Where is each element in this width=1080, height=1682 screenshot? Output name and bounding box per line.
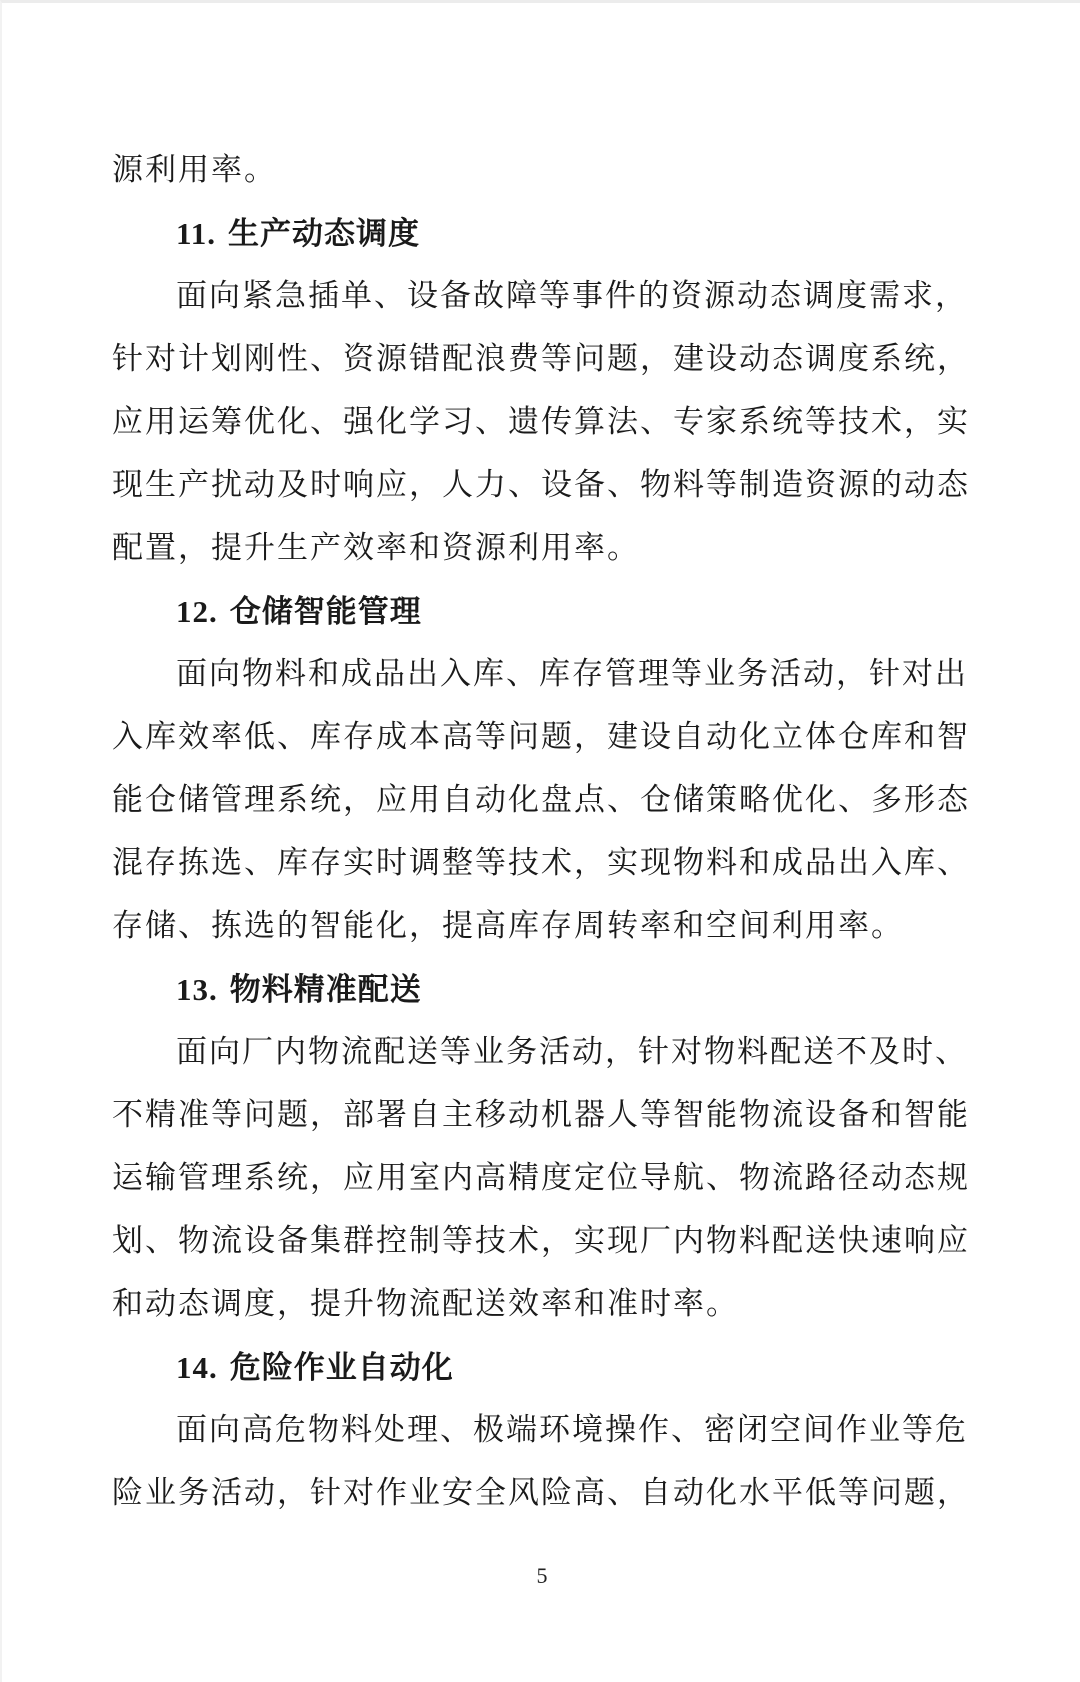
section-number: 12. <box>176 594 218 629</box>
paragraph-line: 面向高危物料处理、极端环境操作、密闭空间作业等危 <box>176 1412 968 1448</box>
section-heading-14 <box>112 1336 942 1399</box>
paragraph-line: 面向厂内物流配送等业务活动，针对物料配送不及时、 <box>176 1034 968 1070</box>
paragraph-line: 存储、拣选的智能化，提高库存周转率和空间利用率。 <box>112 908 904 944</box>
section-heading-12 <box>112 580 942 643</box>
section-title: 生产动态调度 <box>228 216 421 252</box>
paragraph-line: 能仓储管理系统，应用自动化盘点、仓储策略优化、多形态 <box>112 782 970 818</box>
paragraph-line: 配置，提升生产效率和资源利用率。 <box>112 530 640 566</box>
paragraph-line: 和动态调度，提升物流配送效率和准时率。 <box>112 1286 739 1322</box>
paragraph-line: 划、物流设备集群控制等技术，实现厂内物料配送快速响应 <box>112 1223 970 1259</box>
section-heading-11 <box>112 202 942 265</box>
section-title: 仓储智能管理 <box>229 594 422 630</box>
paragraph-line: 应用运筹优化、强化学习、遗传算法、专家系统等技术，实 <box>112 404 970 440</box>
section-number: 14. <box>176 1350 218 1385</box>
paragraph-line: 混存拣选、库存实时调整等技术，实现物料和成品出入库、 <box>112 845 970 881</box>
section-heading-13 <box>112 958 942 1021</box>
paragraph-line: 源利用率。 <box>112 152 277 188</box>
section-number: 13. <box>176 972 218 1007</box>
section-title: 危险作业自动化 <box>229 1350 454 1386</box>
paragraph-line: 面向物料和成品出入库、库存管理等业务活动，针对出 <box>176 656 968 692</box>
paragraph-line: 入库效率低、库存成本高等问题，建设自动化立体仓库和智 <box>112 719 970 755</box>
section-number: 11. <box>176 216 217 251</box>
paragraph-line: 险业务活动，针对作业安全风险高、自动化水平低等问题， <box>112 1475 970 1511</box>
section-title: 物料精准配送 <box>229 972 422 1008</box>
paragraph-line: 面向紧急插单、设备故障等事件的资源动态调度需求， <box>176 278 968 314</box>
paragraph-line: 针对计划刚性、资源错配浪费等问题，建设动态调度系统， <box>112 341 970 377</box>
page-body <box>112 139 970 1525</box>
page-number: 5 <box>536 1563 548 1588</box>
paragraph-line: 运输管理系统，应用室内高精度定位导航、物流路径动态规 <box>112 1160 970 1196</box>
paragraph-line: 现生产扰动及时响应，人力、设备、物料等制造资源的动态 <box>112 467 970 503</box>
paragraph-line: 不精准等问题，部署自主移动机器人等智能物流设备和智能 <box>112 1097 970 1133</box>
